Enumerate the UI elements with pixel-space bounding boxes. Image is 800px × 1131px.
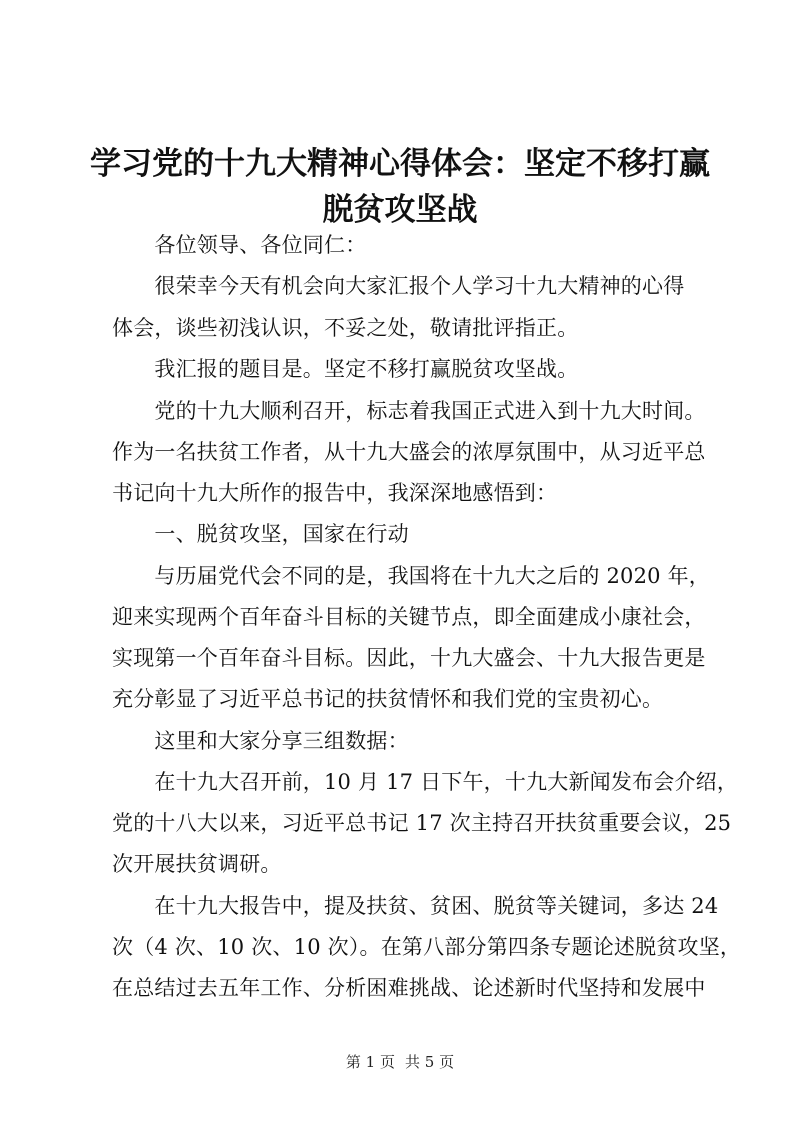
- page-number: 第 1 页: [345, 1053, 395, 1071]
- section-heading: 一、脱贫攻坚，国家在行动: [112, 522, 409, 546]
- body-line: 在总结过去五年工作、分析困难挑战、论述新时代坚持和发展中: [112, 976, 706, 1000]
- body-line: 我汇报的题目是。坚定不移打赢脱贫攻坚战。: [112, 357, 579, 381]
- body-line: 在十九大报告中，提及扶贫、贫困、脱贫等关键词，多达 24: [112, 894, 719, 918]
- body-line: 次（4 次、10 次、10 次）。在第八部分第四条专题论述脱贫攻坚，: [112, 935, 742, 959]
- document-title-line-1: 学习党的十九大精神心得体会：坚定不移打赢: [90, 146, 710, 182]
- body-line: 次开展扶贫调研。: [112, 852, 282, 876]
- body-line: 实现第一个百年奋斗目标。因此，十九大盛会、十九大报告更是: [112, 646, 706, 670]
- body-line: 党的十九大顺利召开，标志着我国正式进入到十九大时间。: [112, 399, 706, 423]
- body-line: 作为一名扶贫工作者，从十九大盛会的浓厚氛围中，从习近平总: [112, 440, 706, 464]
- body-line: 体会，谈些初浅认识，不妥之处，敬请批评指正。: [112, 316, 579, 340]
- page-footer: [0, 1051, 800, 1072]
- body-line: 书记向十九大所作的报告中，我深深地感悟到：: [112, 481, 558, 505]
- body-line: 与历届党代会不同的是，我国将在十九大之后的 2020 年，: [112, 564, 710, 588]
- body-line: 很荣幸今天有机会向大家汇报个人学习十九大精神的心得: [112, 274, 685, 298]
- body-line: 在十九大召开前，10 月 17 日下午，十九大新闻发布会介绍，: [112, 770, 739, 794]
- page-total: 共 5 页: [405, 1053, 455, 1071]
- body-line: 党的十八大以来，习近平总书记 17 次主持召开扶贫重要会议，25: [112, 811, 732, 835]
- document-title-line-2: 脱贫攻坚战: [322, 192, 478, 228]
- body-line: 这里和大家分享三组数据：: [112, 729, 409, 753]
- body-line: 充分彰显了习近平总书记的扶贫情怀和我们党的宝贵初心。: [112, 687, 664, 711]
- greeting-line: 各位领导、各位同仁：: [112, 233, 367, 257]
- body-line: 迎来实现两个百年奋斗目标的关键节点，即全面建成小康社会，: [112, 605, 706, 629]
